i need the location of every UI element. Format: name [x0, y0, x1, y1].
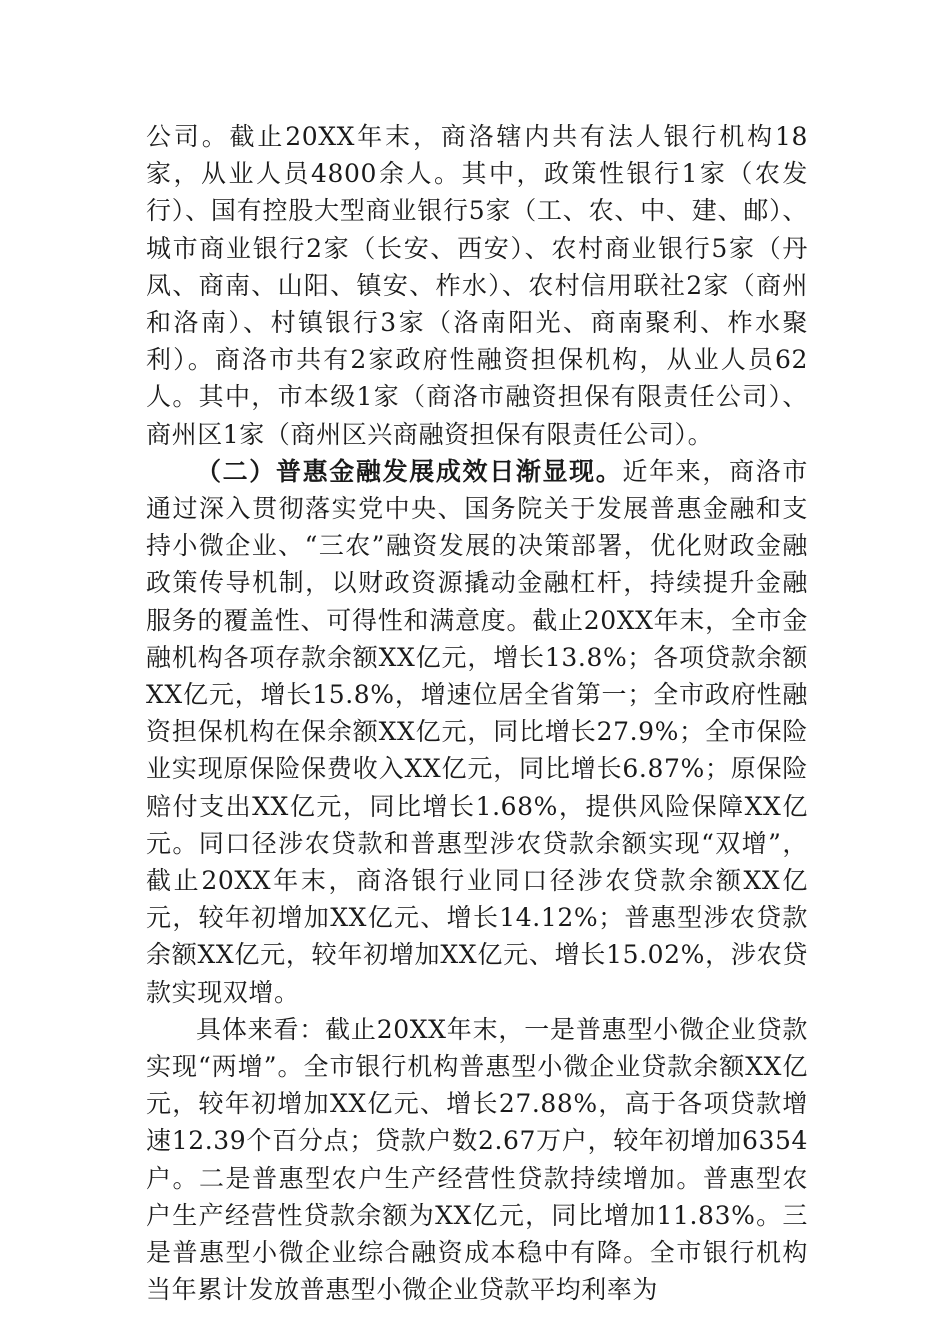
paragraph-inclusive-finance-results: [146, 453, 808, 1011]
paragraph-text: 近年来，商洛市通过深入贯彻落实党中央、国务院关于发展普惠金融和支持小微企业、“三农”融资发展的决策部署，优化财政金融政策传导机制，以财政资源撬动金融杠杆，持续提升金融服务的覆盖性、可得性和满意度。截止20XX年末，全市金融机构各项存款余额XX亿元，增长13.8%；各项贷款余额XX亿元，增长15.8%，增速位居全省第一；全市政府性融资担保机构在保余额XX亿元，同比增长27.9%；全市保险业实现原保险保费收入XX亿元，同比增长6.87%；原保险赔付支出XX亿元，同比增长1.68%，提供风险保障XX亿元。同口径涉农贷款和普惠型涉农贷款余额实现“双增”，截止20XX年末，商洛银行业同口径涉农贷款余额XX亿元，较年初增加XX亿元、增长14.12%；普惠型涉农贷款余额XX亿元，较年初增加XX亿元、增长15.02%，涉农贷款实现双增。: [146, 456, 808, 1007]
paragraph-specifics: [146, 1011, 808, 1309]
paragraph-bank-institutions: [146, 118, 808, 453]
paragraph-text: 具体来看：截止20XX年末，一是普惠型小微企业贷款实现“两增”。全市银行机构普惠型小微企业贷款余额XX亿元，较年初增加XX亿元、增长27.88%，高于各项贷款增速12.39个百分点；贷款户数2.67万户，较年初增加6354户。二是普惠型农户生产经营性贷款持续增加。普惠型农户生产经营性贷款余额为XX亿元，同比增加11.83%。三是普惠型小微企业综合融资成本稳中有降。全市银行机构当年累计发放普惠型小微企业贷款平均利率为: [146, 1014, 808, 1305]
section-heading: （二）普惠金融发展成效日渐显现。: [196, 456, 623, 486]
paragraph-text: 公司。截止20XX年末，商洛辖内共有法人银行机构18家，从业人员4800余人。其中，政策性银行1家（农发行）、国有控股大型商业银行5家（工、农、中、建、邮）、城市商业银行2家（长安、西安）、农村商业银行5家（丹凤、商南、山阳、镇安、柞水）、农村信用联社2家（商州和洛南）、村镇银行3家（洛南阳光、商南聚利、柞水聚利）。商洛市共有2家政府性融资担保机构，从业人员62人。其中，市本级1家（商洛市融资担保有限责任公司）、商州区1家（商州区兴商融资担保有限责任公司）。: [146, 122, 808, 449]
document-body: [146, 118, 808, 1309]
